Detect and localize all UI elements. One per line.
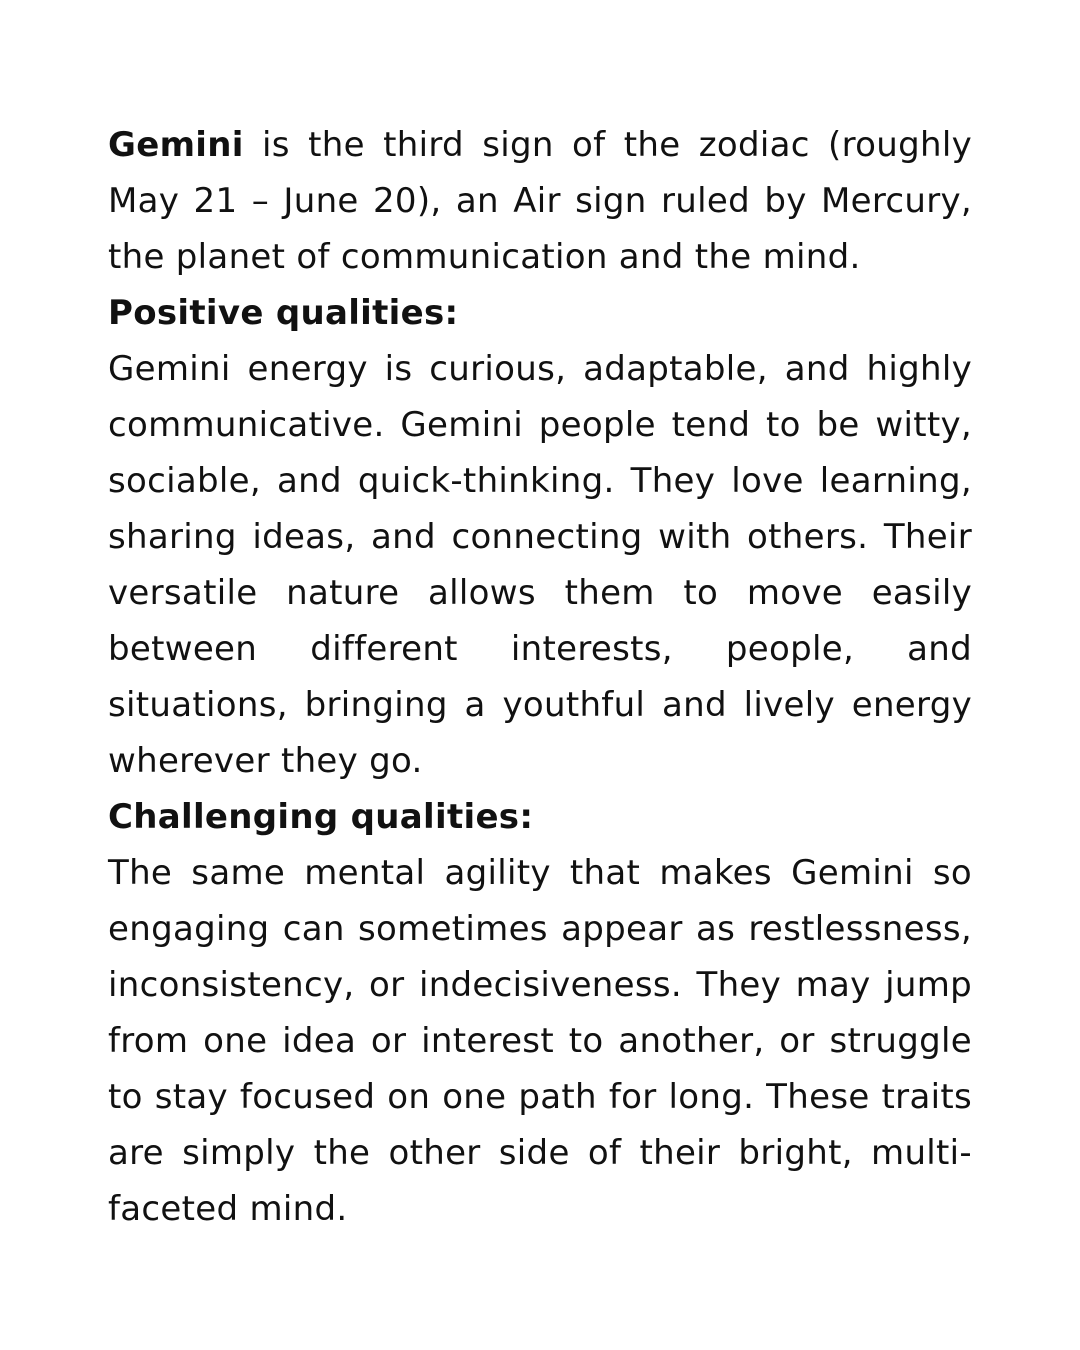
challenging-heading: Challenging qualities:: [108, 797, 534, 837]
positive-heading: Positive qualities:: [108, 293, 459, 333]
intro-paragraph: [108, 117, 972, 285]
intro-lead-word: Gemini: [108, 125, 244, 165]
intro-text: is the third sign of the zodiac (roughly May 21 – June 20), an Air sign ruled by Mercury, the planet of communication and the mind.: [108, 125, 972, 277]
positive-paragraph: Gemini energy is curious, adaptable, and highly communicative. Gemini people tend to be witty, sociable, and quick-thinking. They love learning, sharing ideas, and connecting with others. Their versatile nature allows them to move easily between different interests, people, and situations, bringing a youthful and lively energy wherever they go.: [108, 349, 972, 781]
document-body: [108, 117, 972, 1237]
challenging-paragraph: The same mental agility that makes Gemini so engaging can sometimes appear as restlessness, inconsistency, or indecisiveness. They may jump from one idea or interest to another, or struggle to stay focused on one path for long. These traits are simply the other side of their bright, multi-faceted mind.: [108, 853, 972, 1229]
